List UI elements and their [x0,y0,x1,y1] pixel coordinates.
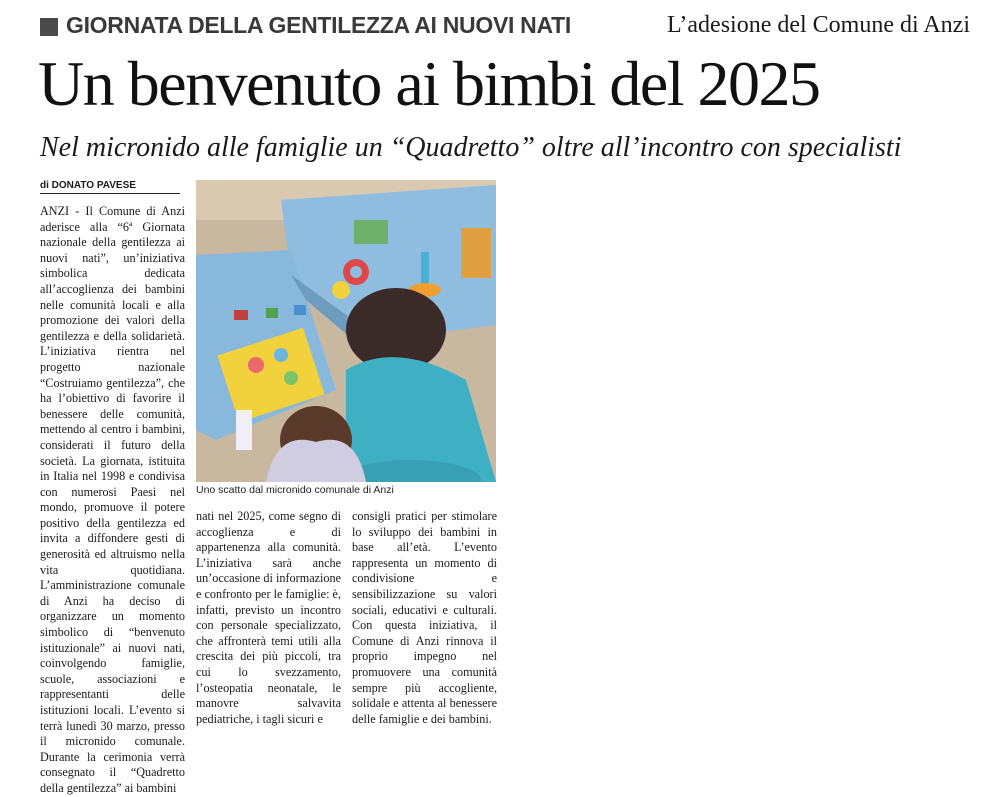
headline: Un benvenuto ai bimbi del 2025 [38,48,820,119]
kicker: GIORNATA DELLA GENTILEZZA AI NUOVI NATI [66,12,571,38]
article-column-1: ANZI - Il Comune di Anzi aderisce alla “6ª Giornata nazionale della gentilezza ai nuovi nati”, un’iniziativa simbolica dedicata all’accoglienza dei bambini nelle comunità locali e alla promozione dei valori della gentilezza e della solidarietà. L’iniziativa rientra nel progetto nazionale “Costruiamo gentilezza”, che ha l’obiettivo di favorire il benessere delle comunità, mettendo al centro i bambini, considerati il futuro della società. La giornata, istituita in Italia nel 1998 e condivisa con numerosi Paesi nel mondo, promuove il potere positivo della gentilezza ed invita a diffondere gesti di generosità ed altruismo nella vita quotidiana. L’amministrazione comunale di Anzi ha deciso di organizzare un momento simbolico di “benvenuto istituzionale” ai nuovi nati, coinvolgendo famiglie, scuole, associazioni e rappresentanti delle istituzioni locali. L’evento si terrà lunedì 30 marzo, presso il micronido comunale. Durante la cerimonia verrà consegnato il “Quadretto della gentilezza” ai bambini [40,204,185,795]
byline: di DONATO PAVESE [40,180,180,194]
photo [196,180,496,482]
subkicker: L’adesione del Comune di Anzi [666,12,970,38]
kicker-square-icon [40,18,58,36]
article-column-3: consigli pratici per stimolare lo sviluppo dei bambini in base all’età. L’evento rappresenta un momento di condivisione e sensibilizzazione su valori sociali, educativi e culturali. Con questa iniziativa, il Comune di Anzi rinnova il proprio impegno nel promuovere una comunità sempre più accogliente, solidale e attenta al benessere delle famiglie e dei bambini. [352,509,497,726]
photo-caption: Uno scatto dal micronido comunale di Anzi [196,484,394,496]
deck-subtitle: Nel micronido alle famiglie un “Quadretto” oltre all’incontro con specialisti [40,132,902,163]
photo-illustration [196,180,496,482]
header-line [40,12,970,46]
article-column-2: nati nel 2025, come segno di accoglienza e di appartenenza alla comunità. L’iniziativa sarà anche un’occasione di informazione e confronto per le famiglie: è, infatti, previsto un incontro con personale specializzato, che affronterà temi utili alla crescita dei più piccoli, tra cui lo svezzamento, l’osteopatia neonatale, le manovre salvavita pediatriche, i tagli sicuri e [196,509,341,726]
